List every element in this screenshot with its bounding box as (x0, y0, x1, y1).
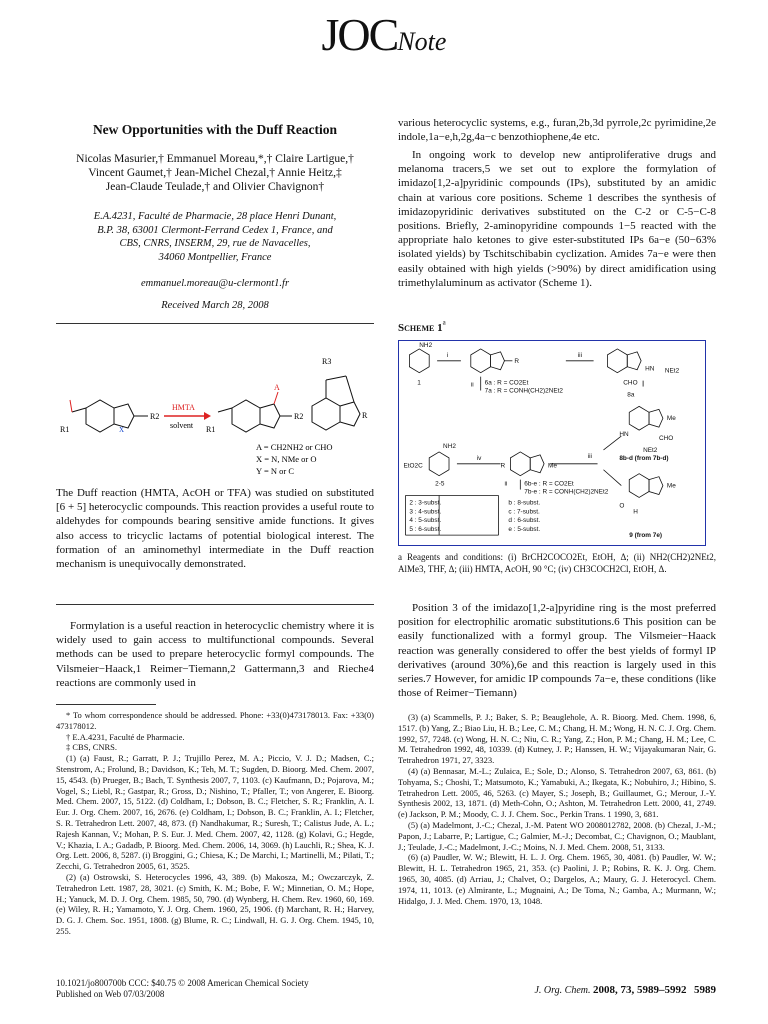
step-ii-label: ii (470, 381, 474, 389)
section-label: Note (397, 27, 447, 56)
footnote: (5) (a) Madelmont, J.-C.; Chezal, J.-M. Patent WO 2008012782, 2008. (b) Chezal, J.-M.; Papon, J.; Labarre, P.; Lartigue, C.; Galmier, M.-J.; Decombat, C.; Chavignon, O.; Maublant, J.; Teulade, J.-C.; Madelmont, J.-C.; Moins, N. J. Med. Chem. 2008, 51, 3133. (398, 819, 716, 852)
net2-label-2: NEt2 (643, 446, 658, 454)
compound-6be-label: 6b-e : R = CO2Et (524, 480, 574, 488)
footnote: (3) (a) Scammells, P. J.; Baker, S. P.; Beaugleholе, A. R. Bioorg. Med. Chem. 1998, 6, 1517. (b) Yang, Z.; Biao Liu, H. B.; Lee, C. M.; Chang, H. M.; Wong, H. N. C. J. Org. Chem. 1992, 57, 7248. (c) Wong, H. N. C.; Niu, C. R.; Yang, Z.; Hon, P. M.; Chang, H. M.; Lee, C. M. Tetrahedron 1992, 48, 10339. (d) Kutney, J. P.; Hanssen, H. W.; Vijayakumaran Nair, G. Tetrahedron 1971, 27, 3323. (398, 712, 716, 766)
page-number: 5989 (694, 984, 716, 996)
journal-logo: JOC (321, 9, 398, 60)
author-line: Nicolas Masurier,† Emmanuel Moreau,*,† Claire Lartigue,† (76, 153, 354, 165)
scheme-heading (398, 318, 446, 336)
amine-label-2: NH2 (443, 442, 456, 450)
footnote-divider (56, 704, 156, 705)
divider (56, 604, 374, 605)
h-label: H (633, 508, 638, 516)
reactant-structure (70, 400, 148, 432)
published-line: Published on Web 07/03/2008 (56, 989, 165, 999)
scheme-footnote-mark: a (442, 318, 446, 327)
r1-product-label: R1 (206, 425, 216, 434)
journal-masthead (0, 8, 768, 61)
legend-line-3: Y = N or C (256, 466, 295, 476)
abstract: The Duff reaction (HMTA, AcOH or TFA) was studied on substituted [6 + 5] heterocyclic compounds. This reaction provides a useful route to aldehydes for compounds bearing sensitive amide functions. It gives also access to tricyclic lactams of potential biological interest. The formation of an aminomethyl intermediate in the Duff reaction mechanism is unequivocally demonstrated. (56, 487, 374, 571)
legend-line-1: A = CH2NH2 or CHO (256, 442, 333, 452)
scheme-1-figure (398, 340, 706, 546)
scheme-caption: a Reagents and conditions: (i) BrCH2COCO2Et, EtOH, Δ; (ii) NH2(CH2)2NEt2, AlMe3, THF, Δ; (iii) HMTA, AcOH, 90 °C; (iv) CH3COCH2Cl, EtOH, Δ. (398, 552, 716, 574)
compound-1-label: 1 (417, 379, 421, 387)
footnote: (2) (a) Ostrowski, S. Heterocycles 1996, 43, 389. (b) Makosza, M.; Owczarczyk, Z. Tetrahedron Lett. 1987, 28, 3021. (c) Smith, K. M.; Bobe, F. W.; Minnetian, O. M.; Hope, H.; Yanuck, M. D. J. Org. Chem. 1985, 50, 790. (d) Wynberg, H. Chem. Rev. 1960, 60, 169. (e) Wiley, R. H.; Yamamoto, Y. J. Org. Chem. 1960, 25, 1906. (f) Marchant, R. H.; Harvey, D. G. J. Chem. Soc. 1951, 1808. (g) Blume, R. C.; Lindwall, H. G. J. Org. Chem. 1945, 10, 255. (56, 871, 374, 936)
step-iv-label: iv (476, 454, 482, 462)
doi-line[interactable]: 10.1021/jo800700b CCC: $40.75 © 2008 American Chemical Society (56, 978, 309, 988)
article-title: New Opportunities with the Duff Reaction (92, 122, 338, 137)
amine-label: NH2 (419, 341, 433, 349)
hn-label-2: HN (619, 431, 629, 439)
footnotes-right (398, 712, 716, 906)
footnote: † E.A.4231, Faculté de Pharmacie. (66, 731, 185, 742)
author-email[interactable]: emmanuel.moreau@u-clermont1.fr (140, 278, 290, 289)
subst-2: 2 : 3-subst. (409, 499, 442, 507)
body-paragraph-1: Formylation is a useful reaction in heterocyclic chemistry where it is widely used to gain access to multifunctional compounds. Several methods can be used to prepare heterocyclic formyl compounds. The Vilsmeier−Haack,1 Reimer−Tiemann,2 Gattermann,3 and Rieche4 reactions are commonly used in (56, 620, 374, 689)
step-i-label: i (447, 351, 449, 359)
affiliations (56, 210, 374, 264)
footer-left (56, 978, 309, 1000)
subst-e: e : 5-subst. (508, 526, 541, 534)
footnote: * To whom correspondence should be addressed. Phone: +33(0)473178013. Fax: +33(0) 473178012. (56, 710, 374, 731)
methyl-label-2: Me (548, 462, 557, 470)
subst-4: 4 : 5-subst. (409, 517, 442, 525)
a-label: A (274, 383, 280, 392)
compound-7be-label: 7b-e : R = CONH(CH2)2NEt2 (524, 488, 609, 496)
r2-product-label: R2 (294, 412, 304, 421)
compound-2-5-label: 2-5 (435, 480, 445, 488)
o-label: O (619, 502, 625, 510)
step-iii-label: iii (577, 351, 583, 359)
arrow-head (204, 412, 211, 420)
footer-right (534, 984, 716, 996)
step-iii-label-2: iii (587, 452, 592, 460)
hn-label: HN (645, 365, 655, 373)
subst-3: 3 : 4-subst. (409, 508, 442, 516)
received-date: Received March 28, 2008 (161, 300, 269, 311)
footnote: ‡ CBS, CNRS. (66, 742, 118, 753)
step-ii-label-2: ii (504, 480, 508, 488)
compound-9-label: 9 (from 7e) (629, 532, 663, 540)
affiliation-line: CBS, CNRS, INSERM, 29, rue de Navacelles, (119, 238, 311, 249)
r2-label: R2 (150, 412, 160, 421)
scheme-title: Scheme 1 (398, 322, 443, 334)
r-substituent: R (514, 357, 520, 365)
footnote: (1) (a) Faust, R.; Garratt, P. J.; Trujillo Perez, M. A.; Piccio, V. J. D.; Madsen, C.; Stenstrom, A.; Frolund, B.; Davidson, K.; Teh, M. T.; Sugden, D. Bioorg. Med. Chem. 2007, 15, 4543. (b) Prueger, B.; Bach, T. Synthesis 2007, 7, 1103. (c) Kaufmann, D.; Pojarova, M.; Vogel, S.; Liebl, R.; Gastpar, R.; Gross, D.; Nishino, T.; Pfaller, T.; von Angerer, E. Bioorg. Med. Chem. 2007, 15, 5122. (d) Coldham, I.; Dobson, B. C.; Fletcher, S. R.; Franklin, A. I. Eur. J. Org. Chem. 2007, 16, 2676. (e) Coldham, I.; Dobson, B. C.; Franklin, A. I.; Fletcher, S. R. Tetrahedron Lett. 2007, 48, 873. (f) Nandhakumar, R.; Suresh, T.; Calistus Jude, A. L.; Rajesh Kannan, V.; Mohan, P. S. Eur. J. Med. Chem. 2007, 42, 1128. (g) Kolavi, G.; Hegde, V.; Khazia, I. A.; Gadadb, P. Bioorg. Med. Chem. 2006, 14, 3069. (h) Lauchli, R.; Shea, K. J. Org. Lett. 2006, 8, 5287. (i) Broggini, G.; Chiesa, K.; De Marchi, I.; Martinelli, M.; Pilati, T.; Zecchi, G. Tetrahedron 2005, 61, 3525. (56, 753, 374, 872)
methyl-label-3: Me (666, 482, 676, 490)
subst-d: d : 6-subst. (508, 517, 541, 525)
body-paragraph-2: In ongoing work to develop new antiproliferative drugs and melanoma tracers,5 we set out to explore the formylation of imidazo[1,2-a]pyridinic compounds (IPs), substituted by an amidic chain at various core positions. Scheme 1 describes the synthesis of imidazopyridinic derivatives substituted on the C-2 or C-5−C-8 positions. Briefly, 2-aminopyridine compounds 1−5 reacted with the appropriate halo ketones to give ester-substituted IPs 6a−e (50−63% isolated yields) by Tschitschibabin cyclization. Amides 7a−e were then easily obtained with high yields (>90%) by direct amidification using trimethylaluminum as activator (Scheme 1). (398, 149, 716, 289)
journal-name: J. Org. Chem. (534, 985, 591, 996)
author-line: Jean-Claude Teulade,† and Olivier Chavignon† (105, 181, 325, 193)
author-line: Vincent Gaumet,† Jean-Michel Chezal,† Annie Heitz,‡ (88, 167, 342, 179)
cho-label: CHO (623, 379, 638, 387)
footnotes-left (56, 710, 374, 937)
body-paragraph-continued: various heterocyclic systems, e.g., furan,2b,3d pyrrole,2c pyrimidine,2e indole,1a−e,h,2g,4a−c benzothiophene,4e etc. (398, 117, 716, 144)
divider (56, 323, 374, 324)
footnote: (4) (a) Bennasar, M.-L.; Zulaica, E.; Sole, D.; Alonso, S. Tetrahedron 2007, 63, 861. (b) Tohyama, S.; Choshi, T.; Matsumoto, K.; Yamabuki, A.; Ikegata, K.; Nobuhiro, J.; Hibino, S. Tetrahedron Lett. 2005, 46, 5263. (c) Mayer, S.; Joseph, B.; Guillaumet, G.; Merour, J.-Y. Synthesis 2002, 13, 1871. (d) Meth-Cohn, O.; Ashton, M. Tetrahedron Lett. 2000, 41, 2749. (e) Jackson, P. M.; Moody, C. J. J. Chem. Soc., Perkin Trans. 1 1990, 3, 681. (398, 765, 716, 820)
affiliation-line: E.A.4231, Faculté de Pharmacie, 28 place Henri Dunant, (93, 211, 337, 222)
r-substituent-2: R (500, 462, 506, 470)
subst-c: c : 7-subst. (508, 508, 540, 516)
body-paragraph-3: Position 3 of the imidazo[1,2-a]pyridine ring is the most preferred position for electrophilic aromatic substitutions.6 This position can be easily functionalized with a formyl group. The Vilsmeier−Haack reaction was generally considered to offer the best yields of formyl IP derivatives (around 30%),6e and this reaction is largely used in this series.7 However, for amidic IP compounds 7a−e, these conditions (like those of Reimer−Tiemann) (398, 602, 716, 700)
product-structure (218, 392, 292, 432)
cho-label-2: CHO (658, 435, 674, 443)
r1-label: R1 (60, 425, 70, 434)
left-column (56, 118, 374, 324)
compound-8a-label: 8a (627, 391, 635, 399)
ester-label: EtO2C (403, 462, 423, 470)
journal-volume: 2008, 73, 5989–5992 (593, 984, 687, 996)
compound-7a-label: 7a : R = CONH(CH2)2NEt2 (484, 387, 564, 395)
x-label: X (119, 426, 125, 434)
legend-line-2: X = N, NMe or O (256, 454, 317, 464)
methyl-label: Me (666, 415, 676, 423)
hmta-label: HMTA (172, 403, 195, 412)
affiliation-line: B.P. 38, 63001 Clermont-Ferrand Cedex 1, France, and (97, 224, 333, 236)
affiliation-line: 34060 Montpellier, France (158, 251, 272, 263)
footnote: (6) (a) Paudler, W. W.; Blewitt, H. L. J. Org. Chem. 1965, 30, 4081. (b) Paudler, W. W.; Blewitt, H. L. Tetrahedron 1965, 21, 353. (c) Paolini, J. P.; Robins, R. K. J. Org. Chem. 1965, 30, 4085. (d) Arriau, J.; Chalvet, O.; Dargelos, A.; Maury, G. J. Heterocycl. Chem. 1974, 11, 1013. (e) Almirante, L.; Mugnaini, A.; De Toma, N.; Gamba, A.; Murmann, W.; Hidalgo, J. J. Med. Chem. 1970, 13, 1048. (398, 852, 716, 906)
r-label: R (362, 411, 368, 420)
subst-b: b : 8-subst. (508, 499, 541, 507)
toc-graphic (56, 350, 376, 478)
author-list (56, 152, 374, 194)
r3-label: R3 (322, 357, 332, 366)
compound-8bd-label: 8b-d (from 7b-d) (619, 454, 669, 462)
compound-6a-label: 6a : R = CO2Et (484, 379, 529, 387)
solvent-label: solvent (170, 421, 194, 430)
net2-label: NEt2 (664, 367, 680, 375)
tricyclic-structure (312, 376, 360, 430)
subst-5: 5 : 6-subst. (409, 526, 442, 534)
